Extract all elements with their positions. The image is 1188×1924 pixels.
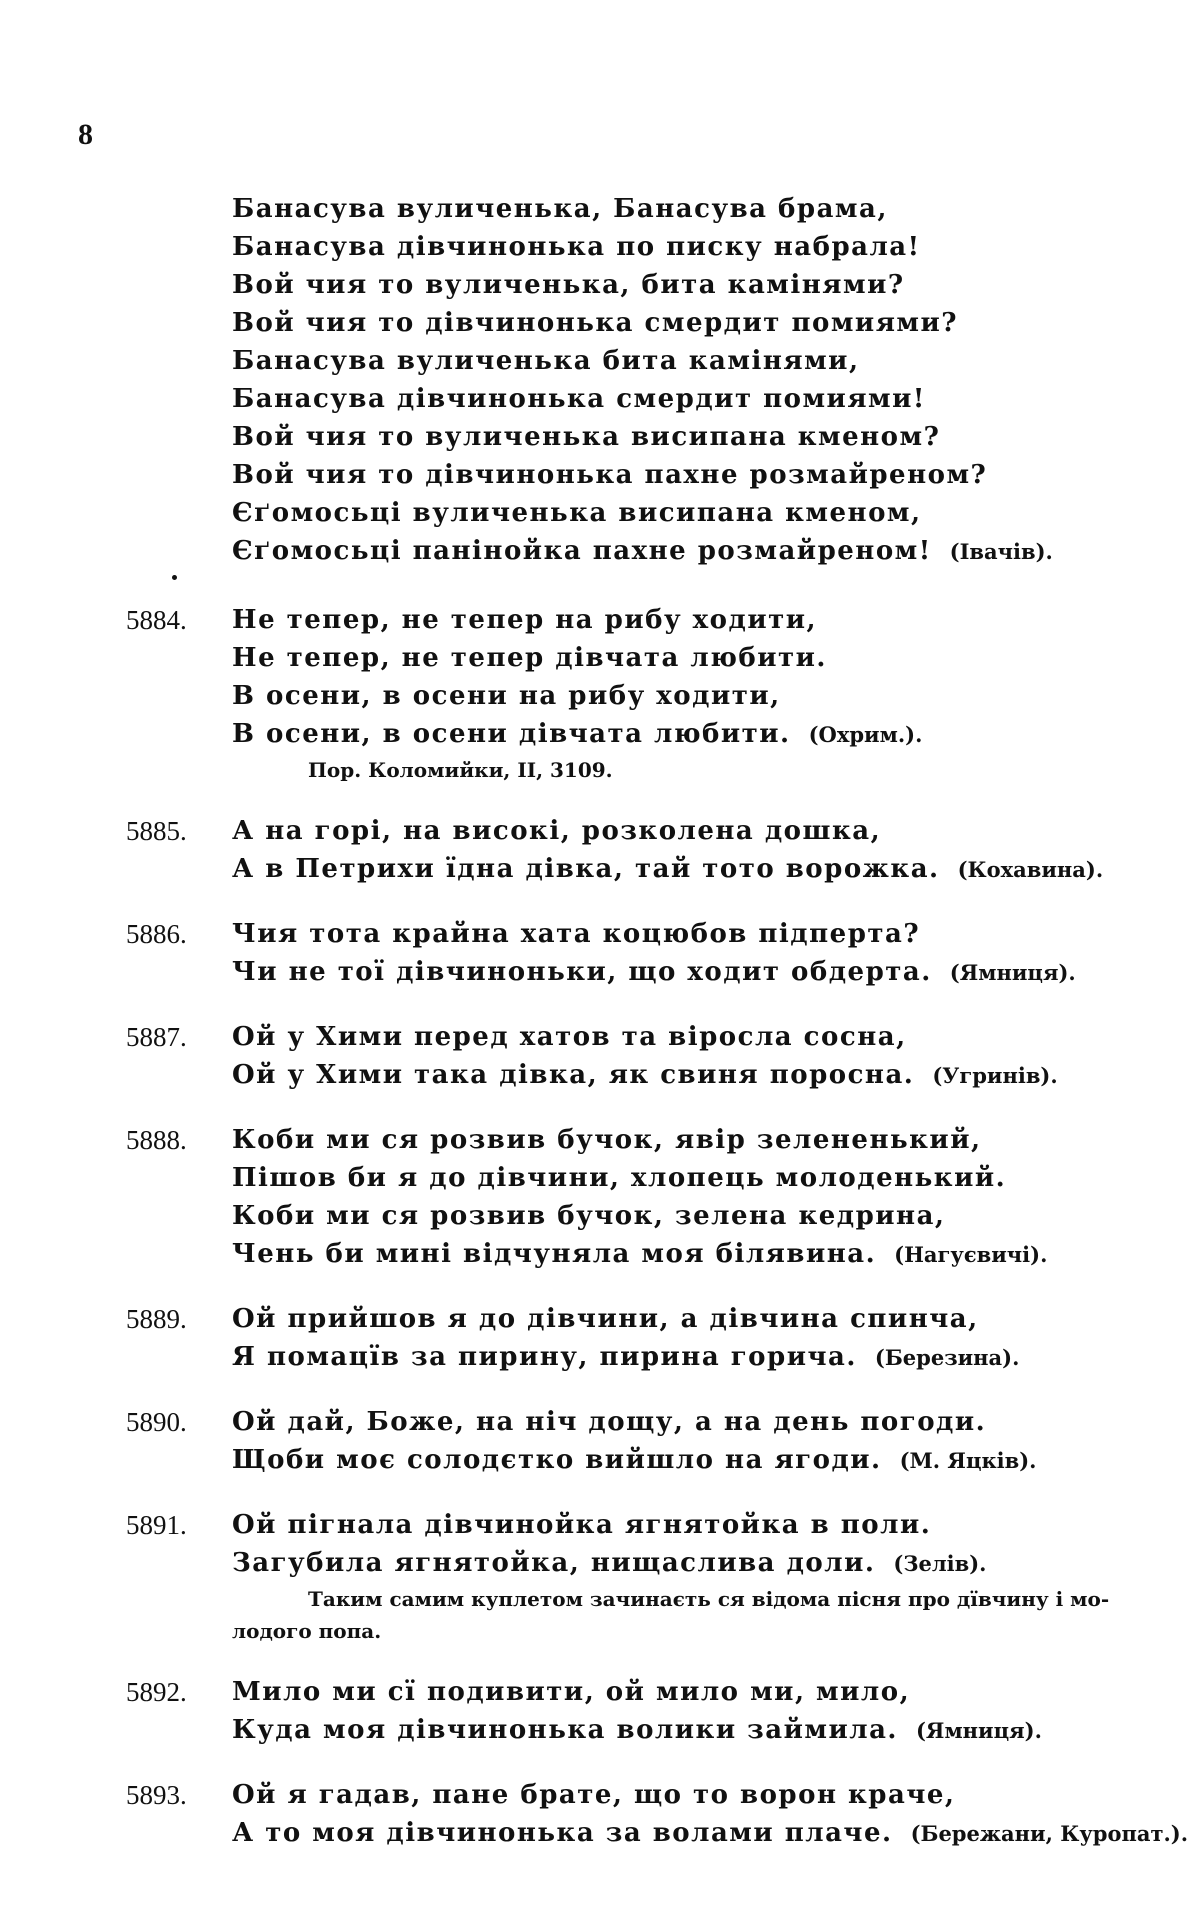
verse-line	[232, 1235, 1140, 1274]
song-entry	[0, 1506, 1140, 1647]
verse-line: Вой чия то дівчинонька смердит помиями?	[232, 308, 959, 338]
entry-number: 5887.	[126, 1022, 187, 1052]
verse-line: Коби ми ся розвив бучок, явір зелененький,	[232, 1125, 982, 1155]
verse-line: Ой я гадав, пане брате, що то ворон краче,	[232, 1780, 956, 1810]
song-entry	[0, 1673, 1140, 1750]
verse-line: Банасува вуличенька бита камінями,	[232, 346, 860, 376]
verse-text: Загубила ягнятойка, нищаслива доли.	[232, 1548, 876, 1578]
verse-line: Пішов би я до дівчини, хлопець молоденький.	[232, 1163, 1007, 1193]
verse-line	[232, 1711, 1140, 1750]
verse-line	[232, 1814, 1188, 1853]
song-lines	[232, 1673, 1140, 1750]
verse-line	[232, 1441, 1140, 1480]
verse-line: Не тепер, не тепер дівчата любити.	[232, 643, 827, 673]
song-lines	[232, 1403, 1140, 1480]
entry-number: 5891.	[126, 1510, 187, 1540]
song-entry	[0, 1300, 1140, 1377]
verse-line: Єґомосьці вуличенька висипана кменом,	[232, 498, 922, 528]
verse-text: Ой у Хими така дівка, як свиня поросна.	[232, 1060, 915, 1090]
verse-line: Ой у Хими перед хатов та віросла сосна,	[232, 1022, 907, 1052]
source-location: (Березина).	[874, 1345, 1020, 1370]
verse-line: А на горі, на високі, розколена дошка,	[232, 816, 882, 846]
verse-text: Я помацїв за пирину, пирина горича.	[232, 1342, 857, 1372]
verse-text: Куда моя дівчинонька волики займила.	[232, 1715, 898, 1745]
verse-line: Вой чия то дівчинонька пахне розмайреном?	[232, 460, 988, 490]
source-location: (М. Яцків).	[899, 1448, 1037, 1473]
song-entry	[0, 1403, 1140, 1480]
song-lines	[232, 1776, 1188, 1853]
verse-line: Банасува вуличенька, Банасува брама,	[232, 194, 888, 224]
source-location: (Угринів).	[932, 1063, 1058, 1088]
song-lines	[232, 812, 1140, 889]
song-lines	[232, 601, 1140, 786]
song-list	[0, 190, 1188, 1879]
page-number: 8	[78, 118, 93, 151]
verse-line	[232, 953, 1140, 992]
entry-number: 5893.	[126, 1780, 187, 1810]
source-location: (Нагуєвичі).	[894, 1242, 1048, 1267]
song-entry	[0, 601, 1140, 786]
verse-line: Вой чия то вуличенька висипана кменом?	[232, 422, 941, 452]
verse-line	[232, 1338, 1140, 1377]
source-location: (Охрим.).	[808, 722, 923, 747]
reference-note: Пор. Коломийки, II, 3109.	[308, 758, 613, 782]
commentary-note: лодого попа.	[232, 1619, 382, 1643]
verse-line: Вой чия то вуличенька, бита камінями?	[232, 270, 905, 300]
verse-line	[232, 1544, 1140, 1583]
verse-text: Чень би мині відчуняла моя білявина.	[232, 1239, 877, 1269]
verse-line: В осени, в осени на рибу ходити,	[232, 681, 781, 711]
song-entry	[0, 1121, 1140, 1274]
verse-line	[232, 850, 1140, 889]
song-entry	[0, 812, 1140, 889]
song-lines	[232, 1018, 1140, 1095]
verse-text: А в Петрихи їдна дівка, тай тото ворожка.	[232, 854, 940, 884]
verse-line	[232, 715, 1140, 754]
entry-number: 5885.	[126, 816, 187, 846]
source-location: (Івачів).	[949, 539, 1053, 564]
verse-line	[232, 532, 1140, 571]
verse-text: Щоби моє солодєтко вийшло на ягоди.	[232, 1445, 882, 1475]
entry-number: 5892.	[126, 1677, 187, 1707]
verse-line: Банасува дівчинонька по писку набрала!	[232, 232, 921, 262]
verse-line: Не тепер, не тепер на рибу ходити,	[232, 605, 818, 635]
song-lines	[232, 1121, 1140, 1274]
verse-line: Коби ми ся розвив бучок, зелена кедрина,	[232, 1201, 946, 1231]
song-lines	[232, 915, 1140, 992]
song-lines	[232, 1506, 1140, 1647]
source-location: (Ямниця).	[949, 960, 1076, 985]
commentary-note: Таким самим куплетом зачинаєть ся відома пісня про дївчину і мо-	[308, 1587, 1110, 1611]
entry-number: 5884.	[126, 605, 187, 635]
source-location: (Ямниця).	[915, 1718, 1042, 1743]
song-entry	[0, 1776, 1188, 1853]
verse-line: Ой дай, Боже, на ніч дощу, а на день погоди.	[232, 1407, 987, 1437]
verse-line: Ой прийшов я до дівчини, а дівчина спинча,	[232, 1304, 979, 1334]
verse-line	[232, 1056, 1140, 1095]
song-lines	[232, 190, 1140, 571]
verse-text: Чи не тої дівчиноньки, що ходит обдерта.	[232, 957, 932, 987]
verse-line: Банасува дівчинонька смердит помиями!	[232, 384, 926, 414]
song-lines	[232, 1300, 1140, 1377]
source-location: (Зелів).	[893, 1551, 987, 1576]
song-entry	[0, 915, 1140, 992]
verse-text: А то моя дівчинонька за волами плаче.	[232, 1818, 893, 1848]
verse-line: Ой пігнала дівчинойка ягнятойка в поли.	[232, 1510, 932, 1540]
entry-number: 5886.	[126, 919, 187, 949]
source-location: (Бережани, Куропат.).	[910, 1821, 1188, 1846]
song-entry	[0, 1018, 1140, 1095]
entry-number: 5888.	[126, 1125, 187, 1155]
verse-line: Мило ми сї подивити, ой мило ми, мило,	[232, 1677, 911, 1707]
verse-text: В осени, в осени дівчата любити.	[232, 719, 791, 749]
song-entry	[0, 190, 1140, 571]
entry-number: 5889.	[126, 1304, 187, 1334]
verse-line: Чия тота крайна хата коцюбов підперта?	[232, 919, 921, 949]
source-location: (Кохавина).	[957, 857, 1104, 882]
entry-number: 5890.	[126, 1407, 187, 1437]
verse-text: Єґомосьці панінойка пахне розмайреном!	[232, 536, 932, 566]
